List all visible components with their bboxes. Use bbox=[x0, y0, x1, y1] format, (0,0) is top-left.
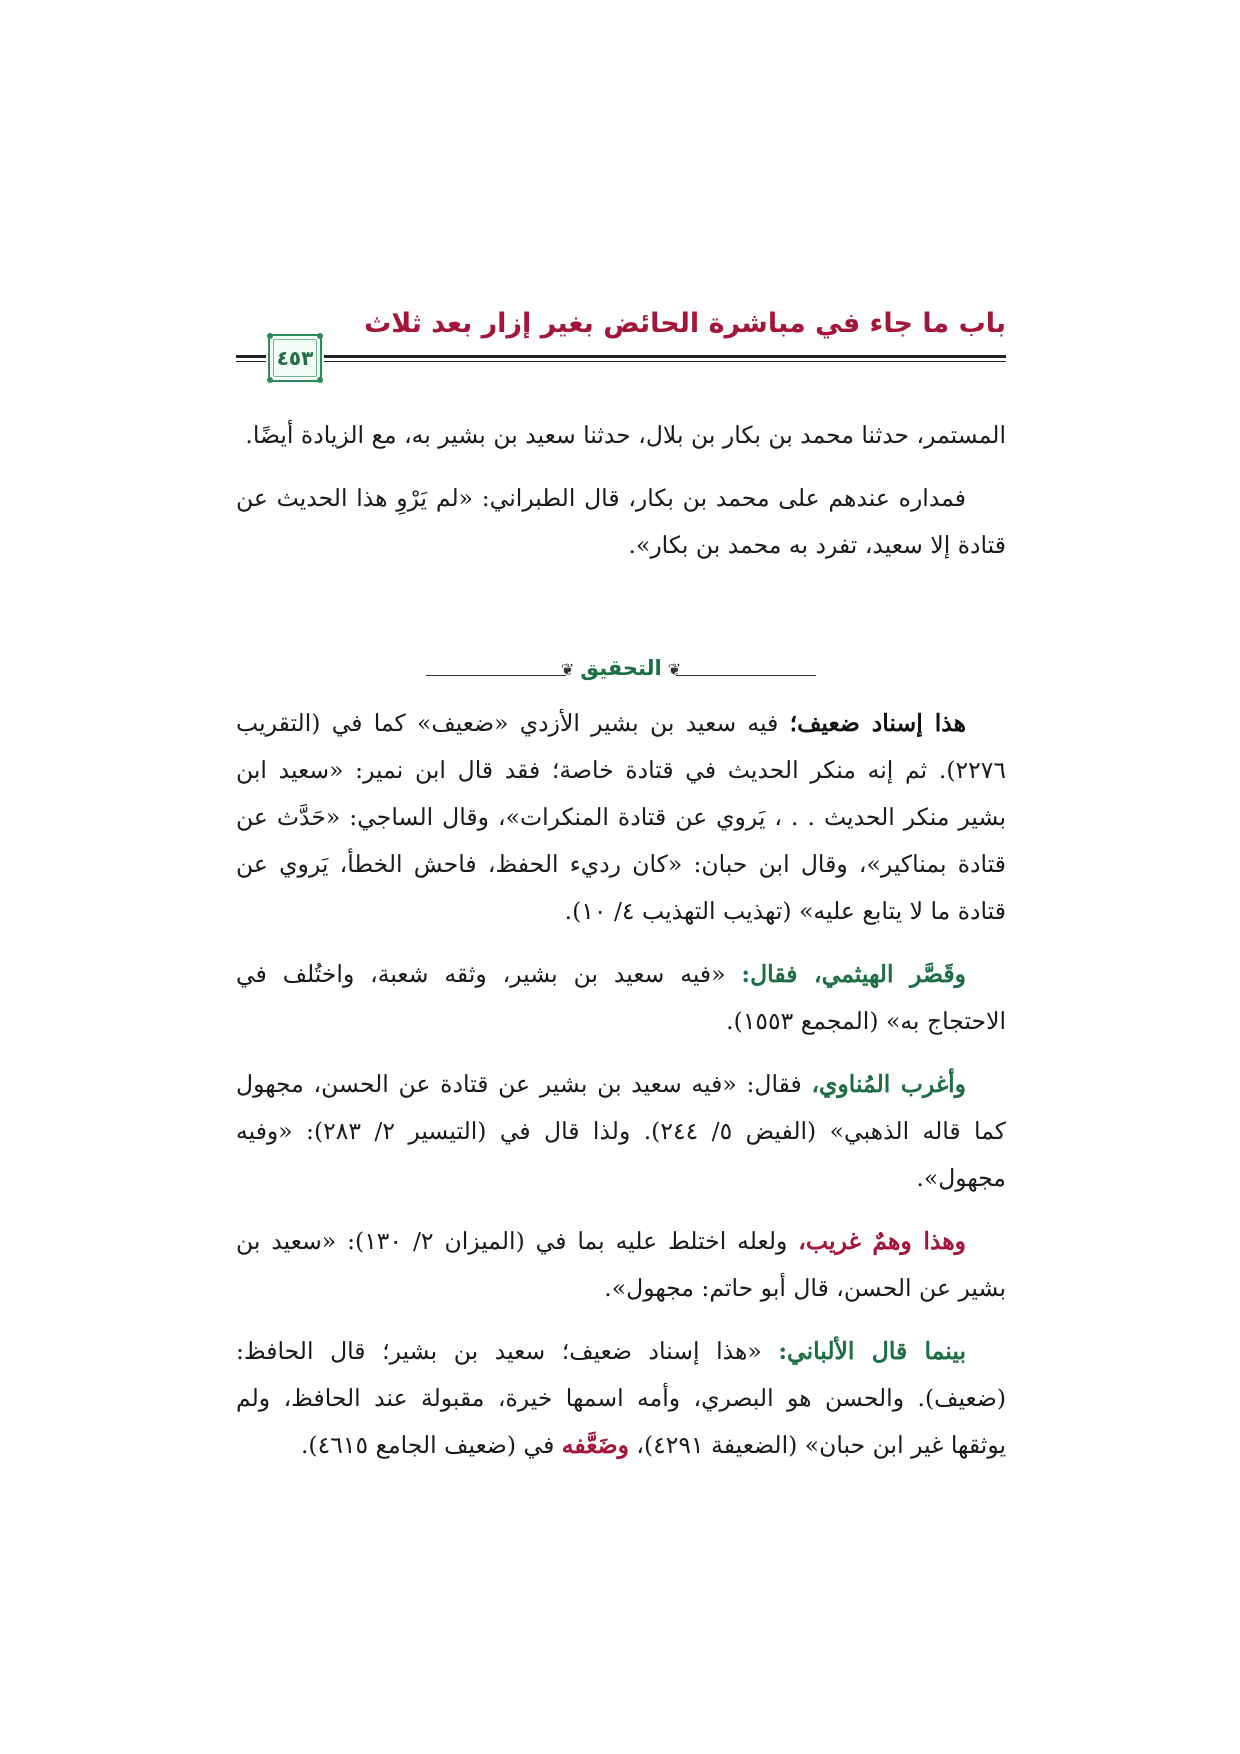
paragraph-body: في (ضعيف الجامع ٤٦١٥). bbox=[300, 1431, 562, 1459]
page-number-badge bbox=[268, 334, 322, 382]
emphasis-lead: وقَصَّر الهيثمي، فقال: bbox=[741, 960, 966, 988]
tahqiq-paragraph-3 bbox=[236, 1061, 1006, 1202]
section-divider bbox=[236, 656, 1006, 692]
intro-paragraph-1: المستمر، حدثنا محمد بن بكار بن بلال، حدثنا سعيد بن بشير به، مع الزيادة أيضًا. bbox=[245, 421, 1006, 449]
tahqiq-paragraph-4 bbox=[236, 1218, 1006, 1312]
emphasis-lead: وهذا وهمٌ غريب، bbox=[798, 1227, 966, 1255]
intro-text bbox=[236, 412, 1006, 585]
emphasis-inline: وضَعَّفه bbox=[561, 1431, 629, 1459]
tahqiq-text bbox=[236, 700, 1006, 1485]
emphasis-lead: بينما قال الألباني: bbox=[778, 1337, 966, 1365]
header-rule-left bbox=[236, 355, 266, 358]
divider-line-right bbox=[676, 675, 816, 676]
tahqiq-paragraph-2 bbox=[236, 951, 1006, 1045]
paragraph-body: ولعله اختلط عليه بما في (الميزان ٢/ ١٣٠): «سعيد بن بشير عن الحسن، قال أبو حاتم: مجهول». bbox=[236, 1227, 1006, 1302]
paragraph-body: فيه سعيد بن بشير الأزدي «ضعيف» كما في (التقريب ٢٢٧٦). ثم إنه منكر الحديث في قتادة خاصة؛ فقد قال ابن نمير: «سعيد ابن بشير منكر الحديث . . ، يَروي عن قتادة المنكرات»، وقال الساجي: «حَدَّث عن قتادة بمناكير»، وقال ابن حبان: «كان رديء الحفظ، فاحش الخطأ، يَروي عن قتادة ما لا يتابع عليه» (تهذيب التهذيب ٤/ ١٠). bbox=[236, 709, 1006, 925]
tahqiq-paragraph-5 bbox=[236, 1328, 1006, 1469]
header-rule bbox=[324, 355, 1006, 358]
floral-ornament-icon: ❦ bbox=[667, 660, 682, 679]
section-title-text: التحقيق bbox=[580, 656, 662, 680]
divider-line-left bbox=[426, 675, 566, 676]
floral-ornament-icon: ❦ bbox=[560, 660, 575, 679]
badge-ornament-icon bbox=[317, 333, 323, 339]
section-title bbox=[555, 656, 687, 680]
running-title: باب ما جاء في مباشرة الحائض بغير إزار بعد ثلاث bbox=[364, 308, 1006, 339]
page-header bbox=[236, 300, 1006, 390]
paragraph-body: «فيه سعيد بن بشير، وثقه شعبة، واختُلف في الاحتجاج به» (المجمع ١٥٥٣). bbox=[236, 960, 1006, 1035]
page-number: ٤٥٣ bbox=[276, 346, 314, 370]
badge-ornament-icon bbox=[267, 377, 273, 383]
emphasis-lead: هذا إسناد ضعيف؛ bbox=[789, 709, 966, 737]
badge-ornament-icon bbox=[317, 377, 323, 383]
paragraph-body: «هذا إسناد ضعيف؛ سعيد بن بشير؛ قال الحافظ: (ضعيف). والحسن هو البصري، وأمه اسمها خيرة، مقبولة عند الحافظ، ولم يوثقها غير ابن حبان» (الضعيفة ٤٢٩١)، bbox=[236, 1337, 1006, 1459]
tahqiq-paragraph-1 bbox=[236, 700, 1006, 935]
emphasis-lead: وأغرب المُناوي، bbox=[811, 1070, 966, 1098]
intro-paragraph-2: فمداره عندهم على محمد بن بكار، قال الطبراني: «لم يَرْوِ هذا الحديث عن قتادة إلا سعيد، تفرد به محمد بن بكار». bbox=[236, 484, 1006, 559]
header-rule-thin bbox=[324, 361, 1006, 362]
badge-ornament-icon bbox=[267, 333, 273, 339]
header-rule-left-thin bbox=[236, 361, 266, 362]
paragraph-body: فقال: «فيه سعيد بن بشير عن قتادة عن الحسن، مجهول كما قاله الذهبي» (الفيض ٥/ ٢٤٤). ولذا قال في (التيسير ٢/ ٢٨٣): «وفيه مجهول». bbox=[236, 1070, 1006, 1192]
